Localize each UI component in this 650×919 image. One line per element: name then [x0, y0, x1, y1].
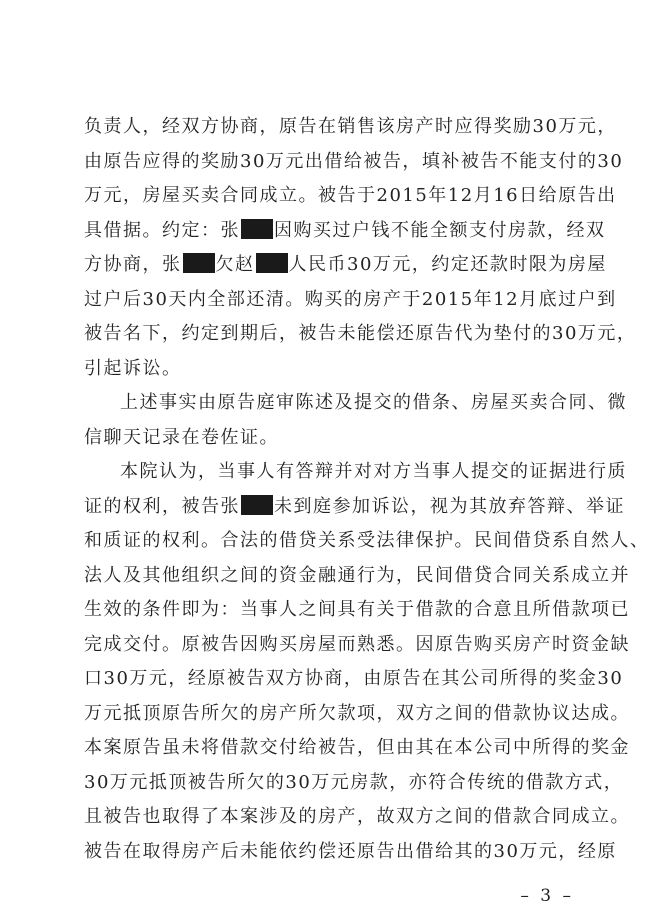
redaction-block — [256, 253, 288, 273]
text-line — [84, 250, 607, 280]
line-text: 被告名下，约定到期后，被告未能偿还原告代为垫付的30万元， — [84, 323, 637, 344]
line-text: 负责人，经双方协商，原告在销售该房产时应得奖励30万元， — [84, 116, 617, 137]
line-text: 生效的条件即为：当事人之间具有关于借款的合意且所借款项已 — [84, 599, 630, 620]
redaction-block — [183, 253, 215, 273]
line-text: 本案原告虽未将借款交付给被告，但由其在本公司中所得的奖金 — [84, 737, 630, 758]
redaction-block — [241, 495, 273, 515]
text-line — [84, 595, 630, 625]
text-line — [84, 837, 617, 867]
line-text: 上述事实由原告庭审陈述及提交的借条、房屋买卖合同、微 — [120, 392, 627, 413]
text-line — [120, 457, 627, 487]
line-text: 方协商，张 — [84, 254, 182, 275]
line-text: 和质证的权利。合法的借贷关系受法律保护。民间借贷系自然人、 — [84, 530, 650, 551]
text-line — [84, 319, 637, 349]
text-line — [84, 492, 625, 522]
line-text: 被告在取得房产后未能依约偿还原告出借给其的30万元，经原 — [84, 840, 617, 862]
text-line — [84, 802, 630, 832]
line-text: 本院认为，当事人有答辩并对对方当事人提交的证据进行质 — [120, 461, 627, 482]
line-text: 因购买过户钱不能全额支付房款，经双 — [274, 219, 606, 241]
line-text: 具借据。约定：张 — [84, 219, 240, 241]
line-text: 引起诉讼。 — [84, 357, 182, 379]
line-text: 口30万元，经原被告双方协商，由原告在其公司所得的奖金30 — [84, 668, 624, 689]
text-line — [84, 354, 580, 384]
text-line — [84, 181, 617, 211]
line-text: 未到庭参加诉讼，视为其放弃答辩、举证 — [274, 495, 625, 517]
line-text: 证的权利，被告张 — [84, 495, 240, 517]
text-line — [120, 388, 627, 418]
line-text: 万元，房屋买卖合同成立。被告于2015年12月16日给原告出 — [84, 185, 617, 206]
line-text: 完成交付。原被告因购买房屋而熟悉。因原告购买房产时资金缺 — [84, 633, 630, 655]
line-text: 由原告应得的奖励30万元出借给被告，填补被告不能支付的30 — [84, 150, 624, 172]
line-text: 万元抵顶原告所欠的房产所欠款项，双方之间的借款协议达成。 — [84, 702, 630, 724]
text-line — [84, 768, 624, 798]
text-line — [84, 147, 624, 177]
line-text: 欠赵 — [215, 254, 255, 275]
text-line — [84, 285, 617, 315]
text-line — [84, 699, 630, 729]
text-line — [84, 664, 624, 694]
text-line — [84, 526, 650, 556]
line-text: 法人及其他组织之间的资金融通行为，民间借贷合同关系成立并 — [84, 564, 630, 586]
line-text: 信聊天记录在卷佐证。 — [84, 426, 279, 448]
text-line — [84, 423, 580, 453]
text-line — [84, 733, 630, 763]
line-text: 过户后30天内全部还清。购买的房产于2015年12月底过户到 — [84, 288, 617, 310]
line-text: 人民币30万元，约定还款时限为房屋 — [288, 254, 607, 275]
page-number: – 3 – — [520, 886, 574, 906]
text-line — [84, 216, 606, 246]
text-line — [84, 561, 630, 591]
text-line — [84, 112, 617, 142]
line-text: 且被告也取得了本案涉及的房产，故双方之间的借款合同成立。 — [84, 806, 630, 827]
line-text: 30万元抵顶被告所欠的30万元房款，亦符合传统的借款方式， — [84, 771, 624, 793]
text-line — [84, 630, 630, 660]
redaction-block — [241, 219, 273, 239]
